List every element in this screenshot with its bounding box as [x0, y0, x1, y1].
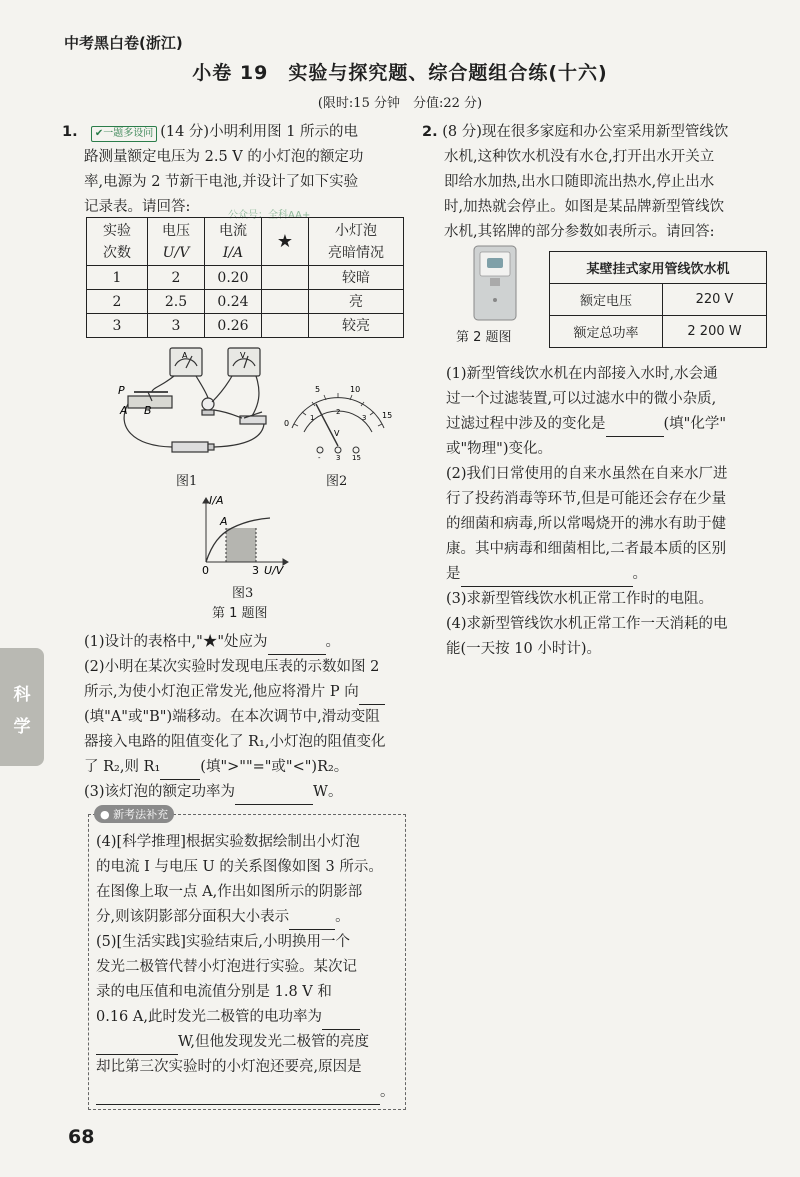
- question-2-subparts: [446, 362, 776, 662]
- answer-blank[interactable]: [160, 761, 200, 780]
- display-icon: [487, 258, 503, 268]
- subquestion-5-line: W,但他发现发光二极管的亮度: [96, 1030, 404, 1055]
- answer-blank[interactable]: [289, 911, 335, 930]
- q2-subquestion-3: (3)求新型管线饮水机正常工作时的电阻。: [446, 591, 714, 607]
- y-axis-label: I/A: [209, 494, 224, 507]
- figure-1-caption: 图1: [176, 474, 198, 489]
- question-2-number: 2.: [422, 124, 438, 140]
- subquestion-4-line: 分,则该阴影部分面积大小表示 。: [96, 905, 404, 930]
- q2-subquestion-2-line: 行了投药消毒等环节,但是可能还会存在少量: [446, 491, 727, 507]
- header-brightness: 小灯泡 亮暗情况: [309, 218, 404, 266]
- terminal-label: 3: [336, 454, 341, 460]
- answer-blank[interactable]: [606, 418, 664, 437]
- answer-blank[interactable]: [322, 1011, 360, 1030]
- terminal-label: 15: [352, 454, 361, 460]
- answer-blank[interactable]: [235, 786, 313, 805]
- q2-intro-line: 即给水加热,出水口随即流出热水,停止出水: [444, 174, 715, 190]
- water-dispenser-image: [470, 244, 520, 322]
- subquestion-5-line: (5)[生活实践]实验结束后,小明换用一个: [96, 934, 350, 950]
- subquestion-2-line: 所示,为使小灯泡正常发光,他应将滑片 P 向: [84, 680, 414, 705]
- q1-intro-line: 路测量额定电压为 2.5 V 的小灯泡的额定功: [84, 149, 364, 165]
- subquestion-2-line: (2)小明在某次实验时发现电压表的示数如图 2: [84, 659, 380, 675]
- subquestion-5-line: 却比第三次实验时的小灯泡还要亮,原因是: [96, 1059, 362, 1075]
- experiment-record-table: [86, 217, 404, 338]
- subquestion-5-line: 发光二极管代替小灯泡进行实验。某次记: [96, 959, 357, 975]
- q2-subquestion-2-line: 康。其中病毒和细菌相比,二者最本质的区别: [446, 541, 727, 557]
- q2-subquestion-2-line: 是 。: [446, 562, 776, 587]
- lightbulb-icon: ●: [100, 808, 110, 821]
- dial-label-lower: 3: [362, 414, 367, 422]
- subquestion-4-line: 在图像上取一点 A,作出如图所示的阴影部: [96, 884, 363, 900]
- answer-blank[interactable]: [96, 1086, 380, 1105]
- q2-subquestion-4-line: 能(一天按 10 小时计)。: [446, 641, 601, 657]
- origin-label: 0: [202, 564, 209, 576]
- dial-label-lower: 2: [336, 408, 341, 416]
- q2-intro-line: 水机,这种饮水机没有水仓,打开出水开关立: [444, 149, 715, 165]
- q2-subquestion-1-line: 或"物理")变化。: [446, 441, 552, 457]
- voltmeter-dial-figure-2: [282, 384, 394, 460]
- dial-label-upper: 15: [382, 411, 393, 420]
- subquestion-4-line: (4)[科学推理]根据实验数据绘制出小灯泡: [96, 834, 360, 850]
- subquestion-5-line: 。: [96, 1080, 404, 1105]
- q2-subquestion-1-line: (1)新型管线饮水机在内部接入水时,水会通: [446, 366, 718, 382]
- table-row: 1 2 0.20 较暗: [87, 266, 404, 290]
- slider-label-p: P: [118, 384, 125, 397]
- terminal-label-b: B: [144, 404, 152, 417]
- header-current: 电流 I/A: [205, 218, 262, 266]
- voltmeter-label: V: [240, 351, 246, 360]
- q2-subquestion-1-line: 过滤过程中涉及的变化是 (填"化学": [446, 412, 776, 437]
- dial-unit: V: [334, 429, 340, 438]
- subquestion-4-line: 的电流 I 与电压 U 的关系图像如图 3 所示。: [96, 859, 383, 875]
- question-1-number: 1.: [62, 124, 78, 140]
- q2-subquestion-4-line: (4)求新型管线饮水机正常工作一天消耗的电: [446, 616, 728, 632]
- paper-subtitle: (限时:15 分钟 分值:22 分): [317, 96, 483, 111]
- question-2-intro: [422, 120, 772, 245]
- circuit-figure-1: [112, 346, 277, 464]
- terminal-label: -: [318, 454, 321, 460]
- dial-label-top: 5: [315, 385, 321, 394]
- subquestion-2-line: (填"A"或"B")端移动。在本次调节中,滑动变阻: [84, 709, 380, 725]
- book-brand: 中考黑白卷(浙江): [64, 34, 183, 52]
- q2-intro-line: 时,加热就会停止。如图是某品牌新型管线饮: [444, 199, 725, 215]
- side-tab-char: 科: [13, 685, 31, 705]
- header-star: ★: [262, 218, 309, 266]
- q2-intro-line: 水机,其铭牌的部分参数如表所示。请回答:: [444, 224, 715, 240]
- q2-subquestion-2-line: (2)我们日常使用的自来水虽然在自来水厂进: [446, 466, 728, 482]
- answer-blank[interactable]: [359, 686, 385, 705]
- figure-3-caption: 图3: [232, 586, 254, 601]
- new-method-badge: ● 新考法补充: [94, 805, 174, 823]
- subquestion-3: (3)该灯泡的额定功率为 W。: [84, 780, 414, 805]
- side-tab-char: 学: [13, 717, 31, 737]
- table-row: 2 2.5 0.24 亮: [87, 290, 404, 314]
- spec-title: 某壁挂式家用管线饮水机: [550, 252, 767, 284]
- dial-label-upper: 0: [284, 419, 290, 428]
- x-axis-label: U/V: [264, 564, 284, 576]
- q2-subquestion-2-line: 的细菌和病毒,所以常喝烧开的沸水有助于健: [446, 516, 727, 532]
- point-a-label: A: [220, 515, 228, 528]
- paper-title: 小卷 19 实验与探究题、综合题组合练(十六): [192, 62, 608, 84]
- dial-label-top: 10: [350, 385, 361, 394]
- table-header-row: [87, 218, 404, 266]
- ammeter-label: A: [182, 351, 188, 360]
- dispenser-spec-table: [549, 251, 767, 348]
- bulb-icon: [202, 398, 214, 410]
- dial-label-lower: 1: [310, 414, 315, 422]
- table-row: 额定总功率 2 200 W: [550, 316, 767, 348]
- answer-blank[interactable]: [96, 1036, 178, 1055]
- page-number: 68: [68, 1126, 95, 1148]
- figure-2-caption: 图2: [326, 474, 348, 489]
- q2-subquestion-1-line: 过一个过滤装置,可以过滤水中的微小杂质,: [446, 391, 717, 407]
- header-trial: 实验 次数: [87, 218, 148, 266]
- x-tick-label: 3: [252, 564, 259, 576]
- question-1-extension: [96, 830, 404, 1105]
- question-1-subparts: [84, 630, 414, 805]
- subquestion-5-line: 录的电压值和电流值分别是 1.8 V 和: [96, 984, 332, 1000]
- dial-pointer: [316, 404, 341, 446]
- subquestion-2-line: 了 R₂,则 R₁ (填">""="或"<")R₂。: [84, 755, 414, 780]
- battery-icon: [172, 442, 208, 452]
- q2-intro-line: (8 分)现在很多家庭和办公室采用新型管线饮: [442, 124, 729, 140]
- subquestion-2-line: 器接入电路的阻值变化了 R₁,小灯泡的阻值变化: [84, 734, 386, 750]
- q1-intro-line: (14 分)小明利用图 1 所示的电: [160, 124, 359, 140]
- answer-blank[interactable]: [268, 636, 326, 655]
- check-icon: ✔: [94, 128, 104, 139]
- figure-group-caption: 第 1 题图: [212, 606, 268, 621]
- question-1-intro: [62, 120, 412, 220]
- terminal-label-a: A: [120, 404, 128, 417]
- switch-icon: [240, 416, 266, 424]
- table-row: 额定电压 220 V: [550, 284, 767, 316]
- subquestion-5-line: 0.16 A,此时发光二极管的电功率为: [96, 1005, 404, 1030]
- figure-2-caption: 第 2 题图: [456, 330, 512, 345]
- shaded-area: [226, 528, 256, 562]
- table-row: 3 3 0.26 较亮: [87, 314, 404, 338]
- answer-blank[interactable]: [461, 568, 633, 587]
- q1-intro-line: 记录表。请回答:: [84, 199, 191, 215]
- multi-question-tag: ✔一题多设问: [91, 126, 157, 142]
- watermark: 公众号：全科AA+: [228, 210, 311, 221]
- subject-side-tab: [0, 648, 44, 766]
- iu-graph-figure-3: [196, 492, 296, 576]
- header-voltage: 电压 U/V: [148, 218, 205, 266]
- q1-intro-line: 率,电源为 2 节新干电池,并设计了如下实验: [84, 174, 359, 190]
- subquestion-1: (1)设计的表格中,"★"处应为 。: [84, 630, 414, 655]
